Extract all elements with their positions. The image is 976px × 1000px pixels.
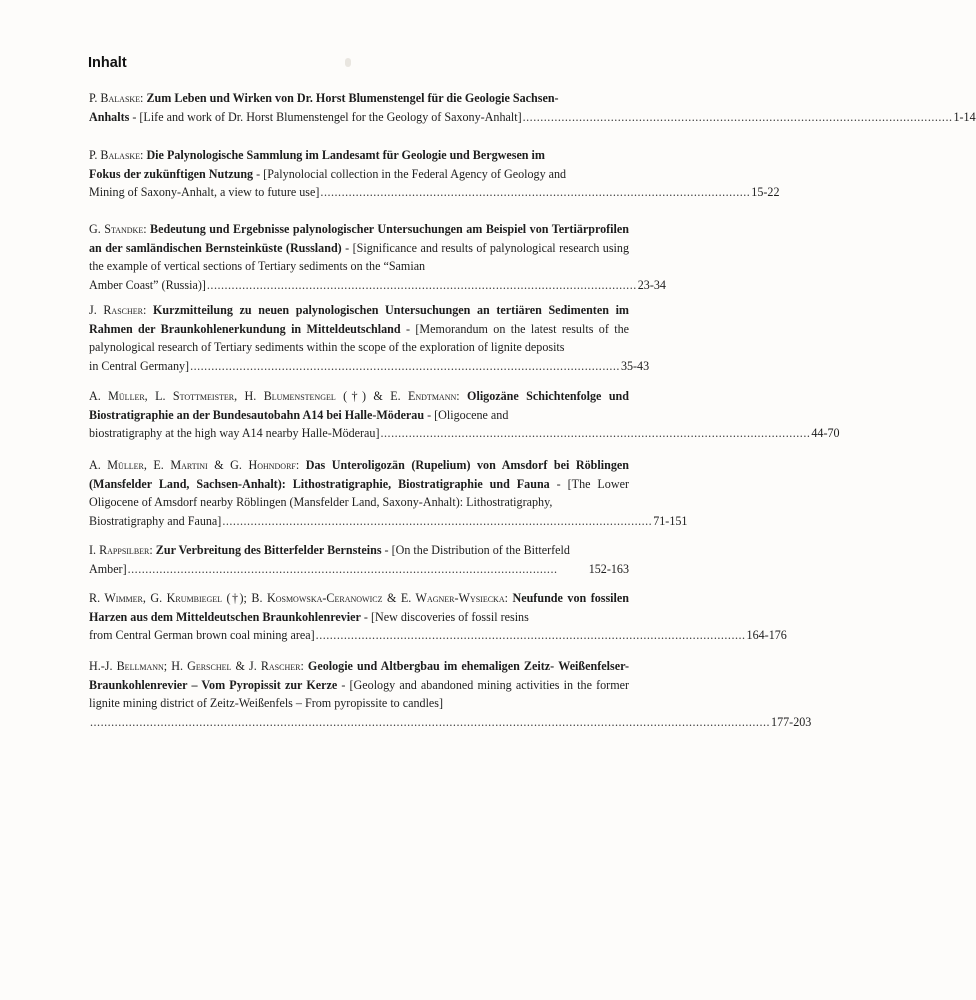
entry-authors: I. Rappsilber: xyxy=(89,543,153,557)
entry-title: Geologie und Altbergbau im ehemaligen Zeitz- xyxy=(307,659,555,673)
entry-translation: Mining of Saxony-Anhalt, a view to future use] xyxy=(89,185,320,199)
entry-translation: Amber] xyxy=(89,561,127,576)
toc-entry[interactable] xyxy=(89,220,666,294)
entry-pages: 15-22 xyxy=(751,185,780,199)
entry-title: Fokus der zukünftigen Nutzung xyxy=(89,166,254,181)
entry-pages: 44-70 xyxy=(811,426,840,440)
dot-leader: .......................................................................................................................... xyxy=(127,561,558,576)
entry-translation: - [The Lower Oligocene of Amsdorf nearby Röblingen (Mansfelder Land, Saxony-Anhalt): Lithostratigraphy, xyxy=(89,476,629,509)
entry-title: Zur Verbreitung des Bitterfelder Bernsteins xyxy=(155,543,382,557)
entry-title: Tertiärprofilen an der samländischen Bernsteinküste (Russland) xyxy=(89,222,629,255)
entry-authors: A. Müller, E. Martini & G. Hohndorf: xyxy=(89,458,300,472)
entry-authors: A. Müller, L. Stottmeister, H. Blumenstengel (†) & E. Endtmann: xyxy=(89,389,460,403)
entry-title: von fossilen Harzen aus dem Mitteldeutschen Braunkohlenrevier xyxy=(89,591,629,624)
entry-authors: J. Rascher: xyxy=(89,303,147,317)
entry-translation: - [Memorandum on the latest results of the palynological research of Tertiary sediments within the scope of the exploration of lignite deposits xyxy=(89,321,630,354)
entry-title: und Biostratigraphie an der Bundesautobahn A14 bei Halle-Möderau xyxy=(89,389,630,422)
toc-entry[interactable] xyxy=(89,301,650,375)
entry-authors: H.-J. Bellmann; H. Gerschel & J. Rascher: xyxy=(89,659,304,673)
entry-translation: - [Palynolocial collection in the Federal Agency of Geology and xyxy=(253,166,567,181)
entry-translation: Amber Coast” (Russia)] xyxy=(89,277,206,292)
entry-title: Weißenfelser-Braunkohlenrevier – Vom Pyropissit zur Kerze xyxy=(89,659,630,692)
entry-translation: - [New discoveries of fossil resins xyxy=(360,609,529,624)
entry-title: Oligozäne Schichtenfolge xyxy=(467,389,602,403)
toc-entry[interactable] xyxy=(89,456,688,530)
toc-entry[interactable] xyxy=(89,657,812,731)
entry-authors: G. Standke: xyxy=(89,222,147,236)
entry-title: Neufunde xyxy=(512,591,563,605)
entry-title: Kurzmitteilung zu neuen palynologischen Untersuchungen an tertiären Sedimenten xyxy=(152,303,609,317)
toc-entry[interactable] xyxy=(89,541,629,578)
entry-pages: 177-203 xyxy=(771,714,812,729)
dot-leader: .......................................................................................................................... xyxy=(315,628,746,642)
entry-title: im Rahmen der Braunkohlenerkundung in Mitteldeutschland xyxy=(89,303,629,336)
entry-translation: - [Geology and abandoned mining activities in the former lignite mining district of Zeitz-Weißenfels – From pyropissite to candles] xyxy=(89,677,629,710)
dot-leader: ................................................................................................................................................................................................. xyxy=(90,714,771,729)
entry-title: Die Palynologische Sammlung im Landesamt für Geologie und Bergwesen im xyxy=(146,148,545,162)
entry-title: Bedeutung und Ergebnisse palynologischer Untersuchungen am Beispiel von xyxy=(150,222,549,236)
toc-entry[interactable] xyxy=(89,146,780,202)
entry-title: Anhalts xyxy=(89,109,130,124)
entry-translation: biostratigraphy at the high way A14 nearby Halle-Möderau] xyxy=(89,426,380,440)
entry-translation: - [On the Distribution of the Bitterfeld xyxy=(381,543,570,557)
toc-entry[interactable] xyxy=(89,89,976,126)
paper-mark xyxy=(345,58,351,67)
entry-translation: Biostratigraphy and Fauna] xyxy=(89,513,222,528)
entry-pages: 152-163 xyxy=(588,561,629,576)
toc-entry[interactable] xyxy=(89,387,840,443)
entry-pages: 71-151 xyxy=(653,513,688,528)
dot-leader: .......................................................................................................................... xyxy=(320,185,751,199)
toc-entry[interactable] xyxy=(89,589,787,645)
entry-translation: in Central Germany] xyxy=(89,358,190,373)
dot-leader: .......................................................................................................................... xyxy=(190,358,620,373)
entry-translation: - [Oligocene and xyxy=(424,407,509,422)
entry-pages: 1-14 xyxy=(953,109,976,124)
entry-title: Zum Leben und Wirken von Dr. Horst Blumenstengel für die Geologie Sachsen- xyxy=(146,91,559,105)
entry-authors: R. Wimmer, G. Krumbiegel (†); B. Kosmowska-Ceranowicz & E. Wagner-Wysiecka: xyxy=(89,591,508,605)
entry-pages: 23-34 xyxy=(637,277,666,292)
dot-leader: .......................................................................................................................... xyxy=(206,277,637,292)
dot-leader: .......................................................................................................................... xyxy=(222,513,653,528)
entry-translation: - [Significance and results of palynological research using the example of vertical sections of Tertiary sediments on the “Samian xyxy=(89,240,629,273)
entry-title: (Mansfelder Land, Sachsen-Anhalt): Lithostratigraphie, Biostratigraphie und Fauna xyxy=(89,476,550,491)
entry-translation: from Central German brown coal mining area] xyxy=(89,628,315,642)
entry-title: Das Unteroligozän (Rupelium) von Amsdorf bei Röblingen xyxy=(305,458,629,472)
entry-translation: - [Life and work of Dr. Horst Blumenstengel for the Geology of Saxony-Anhalt] xyxy=(129,109,522,124)
entry-pages: 164-176 xyxy=(746,628,787,642)
dot-leader: .......................................................................................................................... xyxy=(380,426,811,440)
dot-leader: .......................................................................................................................... xyxy=(522,109,953,124)
entry-authors: P. Balaske: xyxy=(89,91,144,105)
entry-authors: P. Balaske: xyxy=(89,148,144,162)
entry-pages: 35-43 xyxy=(620,358,650,373)
contents-heading: Inhalt xyxy=(88,55,127,71)
